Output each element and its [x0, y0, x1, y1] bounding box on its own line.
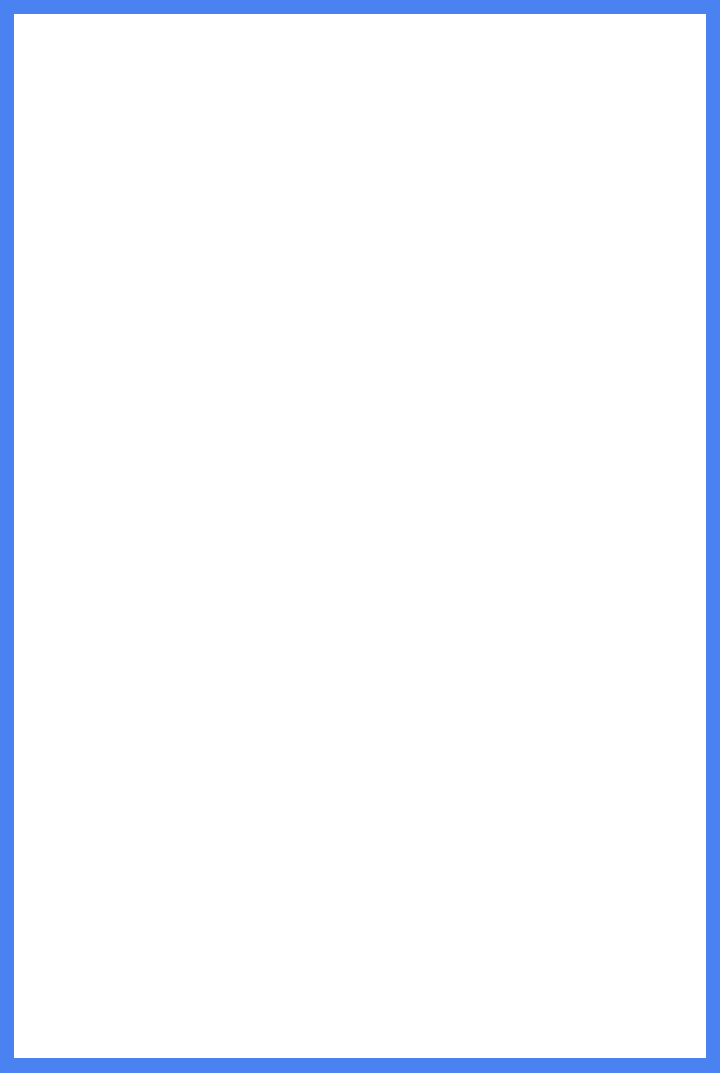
content-card [14, 14, 706, 1058]
page-title [14, 14, 706, 38]
